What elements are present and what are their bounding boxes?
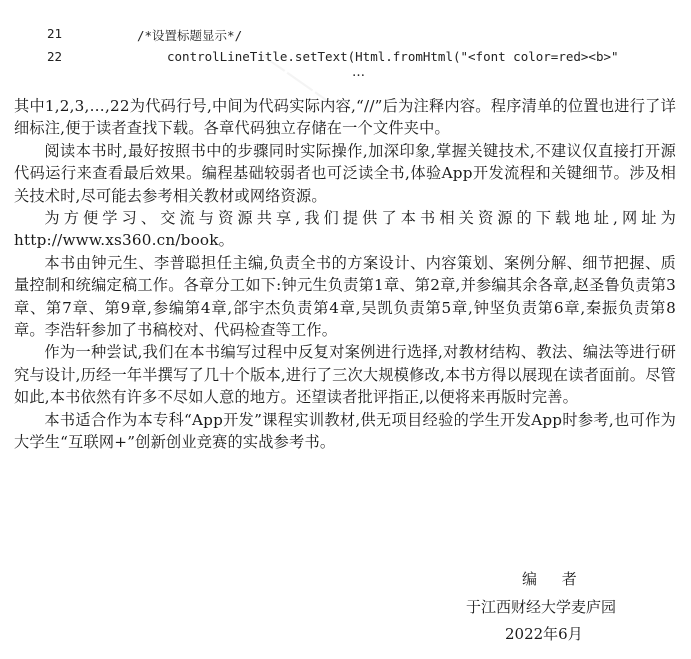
- paragraph: 本书适合作为本专科“App开发”课程实训教材,供无项目经验的学生开发App时参考,也可作为大学生“互联网+”创新创业竞赛的实战参考书。: [14, 410, 676, 452]
- code-ellipsis: …: [352, 65, 363, 80]
- body-text: [14, 95, 676, 454]
- code-line-number: 21: [47, 26, 63, 41]
- paragraph: 为方便学习、交流与资源共享,我们提供了本书相关资源的下载地址,网址为http://www.xs360.cn/book。: [14, 209, 676, 250]
- paragraph: 阅读本书时,最好按照书中的步骤同时实际操作,加深印象,掌握关键技术,不建议仅直接打开源代码运行来查看最后效果。编程基础较弱者也可泛读全书,体验App开发流程和关键细节。涉及相关技术时,尽可能去参考相关教材或网络资源。: [14, 141, 676, 205]
- code-line-text: /*设置标题显示*/: [137, 28, 243, 43]
- code-line-number: 22: [47, 49, 63, 64]
- signature-date: 2022年6月: [505, 625, 583, 643]
- code-line-text: controlLineTitle.setText(Html.fromHtml("<font color=red><b>": [167, 49, 619, 64]
- paragraph: 其中1,2,3,…,22为代码行号,中间为代码实际内容,“//”后为注释内容。程序清单的位置也进行了详细标注,便于读者查找下载。各章代码独立存储在一个文件夹中。: [14, 97, 676, 138]
- paragraph: 本书由钟元生、李普聪担任主编,负责全书的方案设计、内容策划、案例分解、细节把握、质量控制和统编定稿工作。各章分工如下:钟元生负责第1章、第2章,并参编其余各章,赵圣鲁负责第3章、第7章、第9章,参编第4章,郃宇杰负责第4章,吴凯负责第5章,钟坚负责第6章,秦振负责第8章。李浩轩参加了书稿校对、代码检查等工作。: [14, 253, 676, 340]
- signature-author: 编 者: [522, 570, 587, 588]
- signature-place: 于江西财经大学麦庐园: [466, 598, 617, 616]
- paragraph: 作为一种尝试,我们在本书编写过程中反复对案例进行选择,对教材结构、教法、编法等进行研究与设计,历经一年半撰写了几十个版本,进行了三次大规模修改,本书方得以展现在读者面前。尽管如此,本书依然有许多不尽如人意的地方。还望读者批评指正,以便将来再版时完善。: [14, 343, 676, 407]
